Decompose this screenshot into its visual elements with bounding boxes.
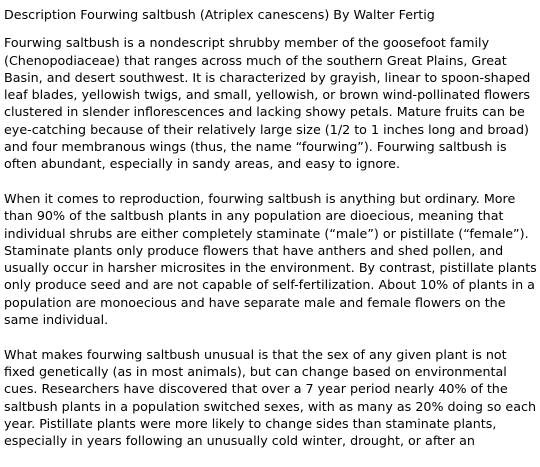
document-body bbox=[4, 6, 538, 467]
document-title: Description Fourwing saltbush (Atriplex canescens) By Walter Fertig bbox=[4, 7, 435, 22]
paragraph-sex-change: What makes fourwing saltbush unusual is that the sex of any given plant is not fixed genetically (as in most animals), but can change based on environmental cues. Researchers have discovered that over a 7 year period nearly 40% of the saltbush plants in a population switched sexes, with as many as 20% doing so each year. Pistillate plants were more likely to change sides than staminate plants, especially in years following an unusually cold winter, drought, or after an bbox=[4, 346, 537, 449]
paragraph-reproduction: When it comes to reproduction, fourwing saltbush is anything but ordinary. More than 90% of the saltbush plants in any population are dioecious, meaning that individual shrubs are either completely staminate (“male”) or pistillate (“female”). Staminate plants only produce flowers that have anthers and shed pollen, and usually occur in harsher microsites in the environment. By contrast, pistillate plants only produce seed and are not capable of self-fertilization. About 10% of plants in a population are monoecious and have separate male and female flowers on the same individual. bbox=[4, 190, 537, 328]
paragraph-description: Fourwing saltbush is a nondescript shrubby member of the goosefoot family (Chenopodiaceae) that ranges across much of the southern Great Plains, Great Basin, and desert southwest. It is characterized by grayish, linear to spoon-shaped leaf blades, yellowish twigs, and small, yellowish, or brown wind-pollinated flowers clustered in slender inflorescences and lacking showy petals. Mature fruits can be eye-catching because of their relatively large size (1/2 to 1 inches long and broad) and four membranous wings (thus, the name “fourwing”). Fourwing saltbush is often abundant, especially in sandy areas, and easy to ignore. bbox=[4, 35, 531, 172]
